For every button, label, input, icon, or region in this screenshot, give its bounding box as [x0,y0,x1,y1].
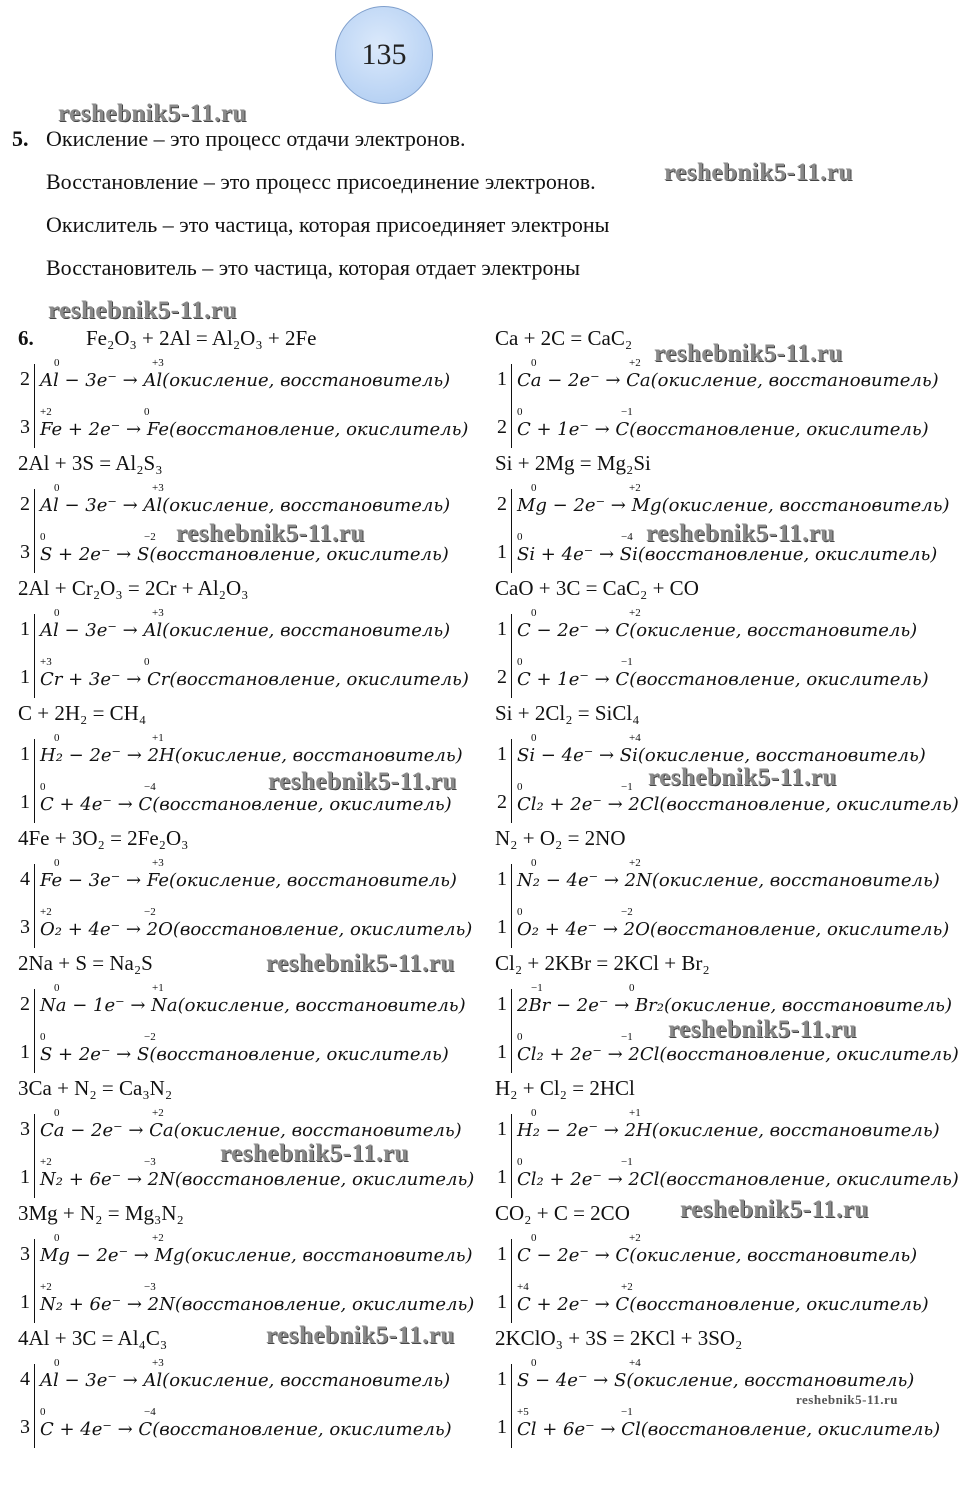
oxidation-state: 0 [40,531,46,543]
electron-balance-coefficient: 2 [497,791,507,813]
electron-balance-coefficient: 2 [497,416,507,438]
watermark: reshebnik5-11.ru [220,1140,409,1167]
oxidation-state: +4 [629,732,641,744]
electron-balance-coefficient: 1 [20,1041,30,1063]
oxidation-state: +3 [152,357,164,369]
reaction-equation: CaO + 3C = CaC₂ + CO [495,576,699,600]
oxidation-state: 0 [517,1031,523,1043]
oxidation-state: 0 [517,656,523,668]
reaction-equation: C + 2H₂ = CH₄ [18,701,147,725]
reaction-equation: CO₂ + C = 2CO [495,1201,630,1225]
oxidation-half-reaction: Al − 3e⁻ → Al(окисление, восстановитель) [40,620,451,641]
oxidation-state: 0 [54,1357,60,1369]
reduction-half-reaction: C + 1e⁻ → C(восстановление, окислитель) [517,419,929,440]
oxidation-half-reaction: Fe − 3e⁻ → Fe(окисление, восстановитель) [40,870,457,891]
electron-balance-coefficient: 3 [20,1243,30,1265]
oxidation-state: −1 [621,781,633,793]
reaction-equation: 4Al + 3C = Al₄C₃ [18,1326,168,1350]
oxidation-state: +2 [152,1232,164,1244]
oxidation-state: 0 [144,656,150,668]
oxidation-half-reaction: N₂ − 4e⁻ → 2N(окисление, восстановитель) [517,870,940,891]
electron-balance-coefficient: 2 [20,493,30,515]
oxidation-state: +1 [152,982,164,994]
oxidation-state: 0 [54,1107,60,1119]
oxidation-state: −1 [621,1406,633,1418]
balance-bracket [511,989,512,1073]
electron-balance-coefficient: 1 [497,1291,507,1313]
electron-balance-coefficient: 3 [20,541,30,563]
electron-balance-coefficient: 1 [20,618,30,640]
electron-balance-coefficient: 1 [497,618,507,640]
oxidation-state: 0 [54,482,60,494]
watermark: reshebnik5-11.ru [48,297,237,324]
watermark: reshebnik5-11.ru [58,100,247,127]
reduction-half-reaction: S + 2e⁻ → S(восстановление, окислитель) [40,1044,449,1065]
oxidation-state: +2 [629,857,641,869]
reduction-half-reaction: Fe + 2e⁻ → Fe(восстановление, окислитель) [40,419,469,440]
reaction-equation: 3Ca + N₂ = Ca₃N₂ [18,1076,173,1100]
oxidation-state: 0 [54,732,60,744]
watermark: reshebnik5-11.ru [664,159,853,186]
oxidation-state: 0 [517,406,523,418]
task6-number: 6. [18,326,34,350]
oxidation-half-reaction: Al − 3e⁻ → Al(окисление, восстановитель) [40,370,451,391]
watermark: reshebnik5-11.ru [668,1016,857,1043]
reaction-equation: 3Mg + N₂ = Mg₃N₂ [18,1201,184,1225]
reduction-half-reaction: N₂ + 6e⁻ → 2N(восстановление, окислитель) [40,1294,475,1315]
oxidation-state: −3 [144,1281,156,1293]
oxidation-half-reaction: Ca − 2e⁻ → Ca(окисление, восстановитель) [40,1120,462,1141]
balance-bracket [34,739,35,823]
electron-balance-coefficient: 3 [20,916,30,938]
oxidation-state: −4 [144,1406,156,1418]
reduction-half-reaction: C + 2e⁻ → C(восстановление, окислитель) [517,1294,929,1315]
balance-bracket [34,864,35,948]
oxidation-state: −1 [621,406,633,418]
oxidation-state: 0 [531,357,537,369]
electron-balance-coefficient: 1 [20,666,30,688]
oxidation-state: +2 [629,607,641,619]
oxidation-half-reaction: S − 4e⁻ → S(окисление, восстановитель) [517,1370,915,1391]
oxidation-state: 0 [54,607,60,619]
electron-balance-coefficient: 1 [497,368,507,390]
oxidation-state: 0 [144,406,150,418]
oxidation-state: −2 [144,906,156,918]
reaction-equation: 2KClO₃ + 3S = 2KCl + 3SO₂ [495,1326,743,1350]
electron-balance-coefficient: 3 [20,1118,30,1140]
oxidation-state: +2 [40,1156,52,1168]
electron-balance-coefficient: 1 [497,916,507,938]
balance-bracket [511,1114,512,1198]
oxidation-state: 0 [531,607,537,619]
balance-bracket [34,364,35,448]
oxidation-half-reaction: H₂ − 2e⁻ → 2H(окисление, восстановитель) [40,745,463,766]
oxidation-state: +3 [152,1357,164,1369]
electron-balance-coefficient: 1 [497,743,507,765]
electron-balance-coefficient: 2 [497,493,507,515]
reduction-half-reaction: Cl₂ + 2e⁻ → 2Cl(восстановление, окислитель) [517,1169,959,1190]
electron-balance-coefficient: 1 [497,1368,507,1390]
oxidation-state: −3 [144,1156,156,1168]
oxidation-state: 0 [517,906,523,918]
oxidation-state: 0 [629,982,635,994]
oxidation-half-reaction: Al − 3e⁻ → Al(окисление, восстановитель) [40,1370,451,1391]
reduction-half-reaction: O₂ + 4e⁻ → 2O(восстановление, окислитель) [40,919,473,940]
reaction-equation: 2Al + Cr₂O₃ = 2Cr + Al₂O₃ [18,576,249,600]
balance-bracket [511,864,512,948]
electron-balance-coefficient: 1 [20,1166,30,1188]
oxidation-state: +2 [40,406,52,418]
oxidation-state: 0 [54,1232,60,1244]
electron-balance-coefficient: 1 [497,541,507,563]
electron-balance-coefficient: 4 [20,868,30,890]
oxidation-half-reaction: Ca − 2e⁻ → Ca(окисление, восстановитель) [517,370,939,391]
oxidation-half-reaction: C − 2e⁻ → C(окисление, восстановитель) [517,620,918,641]
balance-bracket [34,489,35,573]
oxidation-state: 0 [40,1031,46,1043]
reduction-half-reaction: C + 4e⁻ → C(восстановление, окислитель) [40,794,452,815]
reduction-half-reaction: Cl₂ + 2e⁻ → 2Cl(восстановление, окислитель) [517,794,959,815]
watermark: reshebnik5-11.ru [648,764,837,791]
reaction-equation: Fe₂O₃ + 2Al = Al₂O₃ + 2Fe [86,326,317,350]
oxidation-state: +2 [629,1232,641,1244]
oxidation-state: 0 [517,781,523,793]
task5-line-2: Восстановление – это процесс присоединение электронов. [46,169,596,194]
balance-bracket [511,1364,512,1448]
oxidation-state: +2 [40,906,52,918]
oxidation-state: +4 [629,1357,641,1369]
watermark: reshebnik5-11.ru [268,768,457,795]
reaction-equation: Ca + 2C = CaC₂ [495,326,633,350]
electron-balance-coefficient: 1 [497,1416,507,1438]
oxidation-state: −4 [621,531,633,543]
oxidation-state: +3 [40,656,52,668]
reduction-half-reaction: S + 2e⁻ → S(восстановление, окислитель) [40,544,449,565]
oxidation-half-reaction: H₂ − 2e⁻ → 2H(окисление, восстановитель) [517,1120,940,1141]
balance-bracket [511,614,512,698]
reaction-equation: N₂ + O₂ = 2NO [495,826,626,850]
oxidation-half-reaction: Si − 4e⁻ → Si(окисление, восстановитель) [517,745,926,766]
watermark: reshebnik5-11.ru [176,520,365,547]
watermark: reshebnik5-11.ru [654,340,843,367]
watermark: reshebnik5-11.ru [680,1196,869,1223]
oxidation-half-reaction: Mg − 2e⁻ → Mg(окисление, восстановитель) [40,1245,473,1266]
watermark: reshebnik5-11.ru [646,520,835,547]
balance-bracket [511,739,512,823]
oxidation-state: +3 [152,857,164,869]
oxidation-state: −4 [144,781,156,793]
oxidation-state: +2 [40,1281,52,1293]
oxidation-state: 0 [54,357,60,369]
oxidation-state: +3 [152,607,164,619]
electron-balance-coefficient: 1 [497,1243,507,1265]
oxidation-state: −2 [621,906,633,918]
oxidation-state: 0 [40,1406,46,1418]
oxidation-state: 0 [54,982,60,994]
oxidation-state: 0 [54,857,60,869]
reaction-equation: H₂ + Cl₂ = 2HCl [495,1076,635,1100]
electron-balance-coefficient: 1 [497,1166,507,1188]
oxidation-state: +1 [152,732,164,744]
balance-bracket [34,1239,35,1323]
electron-balance-coefficient: 2 [20,993,30,1015]
oxidation-half-reaction: 2Br − 2e⁻ → Br₂(окисление, восстановитель) [517,995,952,1016]
electron-balance-coefficient: 1 [20,743,30,765]
task5-line-3: Окислитель – это частица, которая присоединяет электроны [46,212,610,237]
balance-bracket [511,489,512,573]
electron-balance-coefficient: 2 [20,368,30,390]
oxidation-state: +2 [621,1281,633,1293]
electron-balance-coefficient: 1 [20,791,30,813]
oxidation-state: +1 [629,1107,641,1119]
oxidation-half-reaction: Na − 1e⁻ → Na(окисление, восстановитель) [40,995,466,1016]
oxidation-state: 0 [531,1357,537,1369]
oxidation-state: 0 [517,531,523,543]
reduction-half-reaction: Cl + 6e⁻ → Cl(восстановление, окислитель) [517,1419,941,1440]
oxidation-half-reaction: C − 2e⁻ → C(окисление, восстановитель) [517,1245,918,1266]
oxidation-state: 0 [531,482,537,494]
oxidation-state: +2 [629,357,641,369]
electron-balance-coefficient: 3 [20,1416,30,1438]
electron-balance-coefficient: 2 [497,666,507,688]
oxidation-state: +4 [517,1281,529,1293]
oxidation-state: 0 [517,1156,523,1168]
electron-balance-coefficient: 3 [20,416,30,438]
oxidation-state: −1 [621,656,633,668]
balance-bracket [34,1364,35,1448]
reaction-equation: 2Al + 3S = Al₂S₃ [18,451,163,475]
electron-balance-coefficient: 1 [497,993,507,1015]
reduction-half-reaction: O₂ + 4e⁻ → 2O(восстановление, окислитель) [517,919,950,940]
oxidation-state: +2 [629,482,641,494]
electron-balance-coefficient: 4 [20,1368,30,1390]
oxidation-state: 0 [531,732,537,744]
reduction-half-reaction: C + 1e⁻ → C(восстановление, окислитель) [517,669,929,690]
electron-balance-coefficient: 1 [20,1291,30,1313]
oxidation-half-reaction: Al − 3e⁻ → Al(окисление, восстановитель) [40,495,451,516]
page-number: 135 [361,38,407,71]
oxidation-state: −2 [144,1031,156,1043]
oxidation-state: 0 [531,1107,537,1119]
oxidation-state: −1 [621,1156,633,1168]
task5-number: 5. [12,126,29,151]
reaction-equation: 2Na + S = Na₂S [18,951,153,975]
oxidation-state: 0 [531,857,537,869]
electron-balance-coefficient: 1 [497,868,507,890]
balance-bracket [511,1239,512,1323]
oxidation-state: +5 [517,1406,529,1418]
oxidation-state: −1 [621,1031,633,1043]
oxidation-state: +3 [152,482,164,494]
watermark: reshebnik5-11.ru [266,950,455,977]
oxidation-half-reaction: Mg − 2e⁻ → Mg(окисление, восстановитель) [517,495,950,516]
oxidation-state: −1 [531,982,543,994]
reduction-half-reaction: Si + 4e⁻ → Si(восстановление, окислитель) [517,544,938,565]
task5-line-4: Восстановитель – это частица, которая отдает электроны [46,255,580,280]
oxidation-state: 0 [40,781,46,793]
reduction-half-reaction: C + 4e⁻ → C(восстановление, окислитель) [40,1419,452,1440]
balance-bracket [34,989,35,1073]
oxidation-state: −2 [144,531,156,543]
balance-bracket [511,364,512,448]
reaction-equation: Si + 2Mg = Mg₂Si [495,451,651,475]
reduction-half-reaction: N₂ + 6e⁻ → 2N(восстановление, окислитель) [40,1169,475,1190]
reaction-equation: Cl₂ + 2KBr = 2KCl + Br₂ [495,951,710,975]
oxidation-state: 0 [531,1232,537,1244]
page-number-badge [335,6,433,104]
electron-balance-coefficient: 1 [497,1041,507,1063]
reduction-half-reaction: Cl₂ + 2e⁻ → 2Cl(восстановление, окислитель) [517,1044,959,1065]
reaction-equation: Si + 2Cl₂ = SiCl₄ [495,701,640,725]
balance-bracket [34,1114,35,1198]
balance-bracket [34,614,35,698]
electron-balance-coefficient: 1 [497,1118,507,1140]
reduction-half-reaction: Cr + 3e⁻ → Cr(восстановление, окислитель) [40,669,469,690]
watermark: reshebnik5-11.ru [266,1322,455,1349]
watermark: reshebnik5-11.ru [796,1392,899,1407]
task5-line-1: Окисление – это процесс отдачи электронов. [46,126,466,151]
reaction-equation: 4Fe + 3O₂ = 2Fe₂O₃ [18,826,189,850]
oxidation-state: +2 [152,1107,164,1119]
